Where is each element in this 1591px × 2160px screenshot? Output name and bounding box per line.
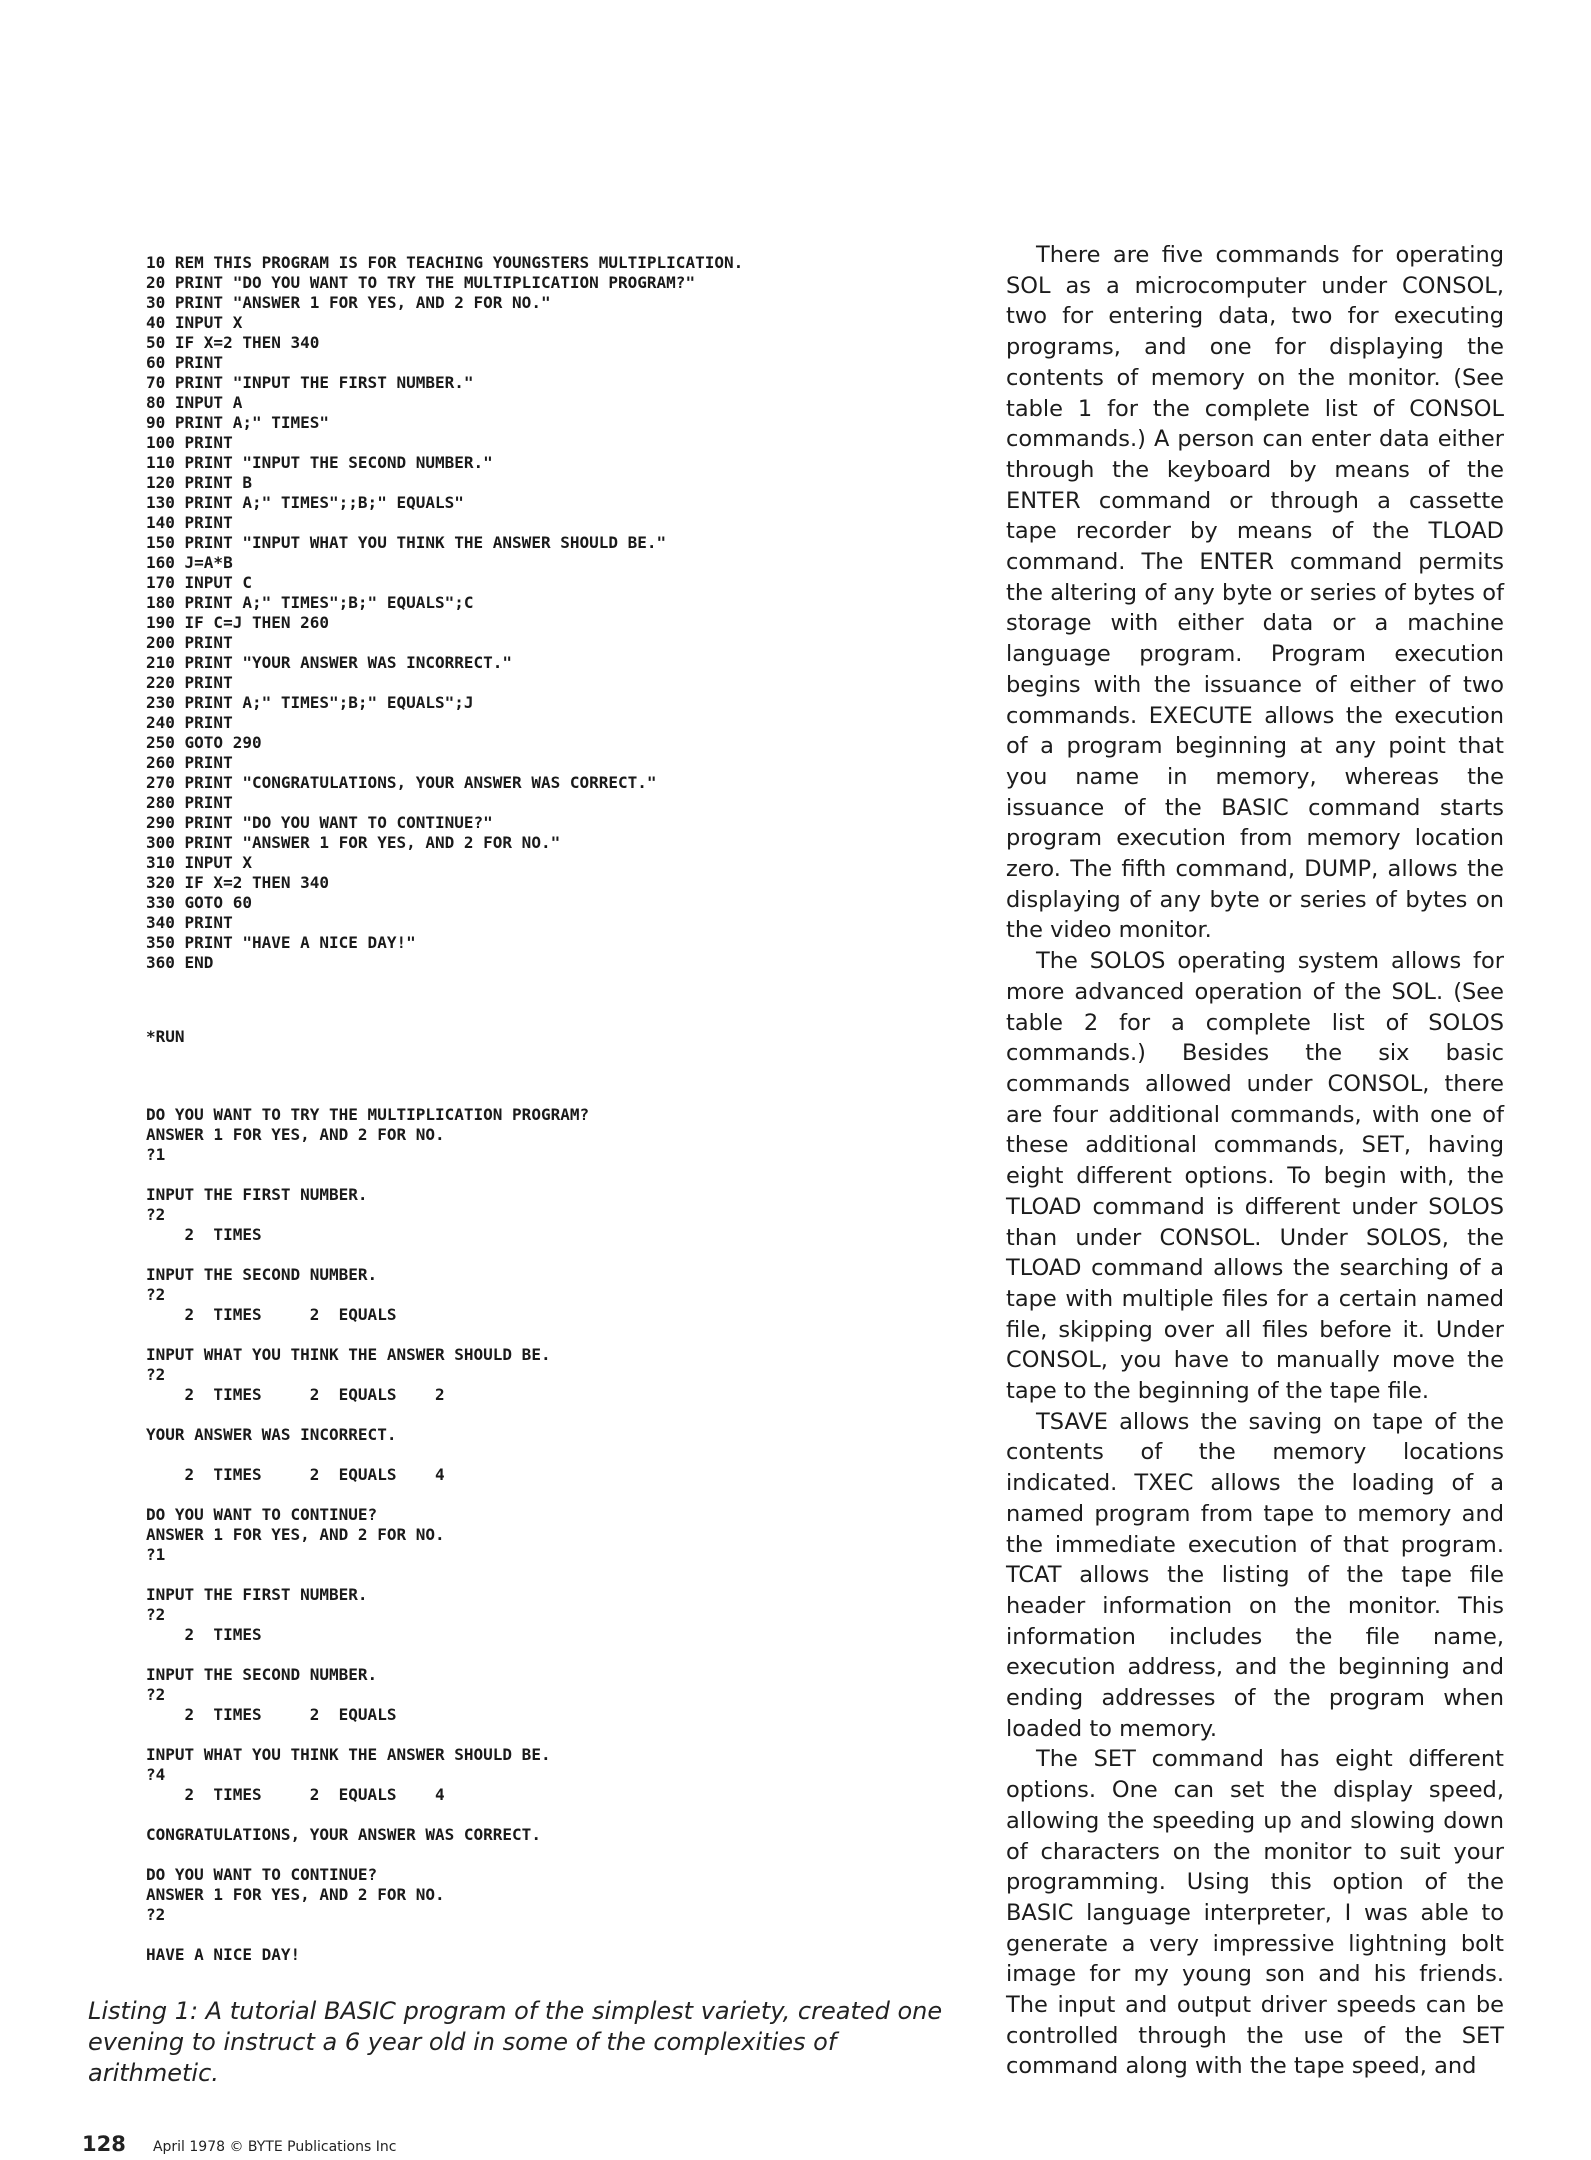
program-listing [146, 253, 966, 1965]
page-number: 128 [82, 2132, 126, 2156]
output-line: INPUT THE SECOND NUMBER. [146, 1265, 378, 1284]
output-line: INPUT WHAT YOU THINK THE ANSWER SHOULD BE. [146, 1745, 551, 1764]
output-line: ANSWER 1 FOR YES, AND 2 FOR NO. [146, 1885, 445, 1904]
code-line: 350 PRINT "HAVE A NICE DAY!" [146, 933, 416, 952]
output-line: 2 TIMES [146, 1225, 262, 1244]
output-line: ?2 [146, 1285, 166, 1304]
output-line [146, 1405, 966, 1425]
code-line: 230 PRINT A;" TIMES";B;" EQUALS";J [146, 693, 474, 712]
output-line: HAVE A NICE DAY! [146, 1945, 301, 1964]
output-line: INPUT THE FIRST NUMBER. [146, 1585, 368, 1604]
output-line: ?2 [146, 1905, 166, 1924]
article-paragraph: TSAVE allows the saving on tape of the contents of the memory locations indicated. TXEC allows the loading of a named program from tape to memory and the immediate execution of that program. TCAT allows the listing of the tape file header information on the monitor. This information includes the file name, execution address, and the beginning and ending addresses of the program when loaded to memory. [1006, 1408, 1504, 1742]
code-line: 140 PRINT [146, 513, 233, 532]
code-line: 50 IF X=2 THEN 340 [146, 333, 320, 352]
output-line: ?1 [146, 1545, 166, 1564]
output-line: DO YOU WANT TO CONTINUE? [146, 1865, 378, 1884]
code-line: 300 PRINT "ANSWER 1 FOR YES, AND 2 FOR NO." [146, 833, 561, 852]
code-line: 30 PRINT "ANSWER 1 FOR YES, AND 2 FOR NO." [146, 293, 551, 312]
output-line: DO YOU WANT TO CONTINUE? [146, 1505, 378, 1524]
output-line: ?2 [146, 1205, 166, 1224]
output-line [146, 1845, 966, 1865]
output-line: 2 TIMES 2 EQUALS [146, 1705, 397, 1724]
code-line: 330 GOTO 60 [146, 893, 252, 912]
code-line: 60 PRINT [146, 353, 224, 372]
output-line [146, 1925, 966, 1945]
page-footer [82, 2132, 396, 2156]
output-line [146, 1565, 966, 1585]
output-line: 2 TIMES 2 EQUALS 2 [146, 1385, 445, 1404]
code-line: 310 INPUT X [146, 853, 252, 872]
output-line: INPUT WHAT YOU THINK THE ANSWER SHOULD BE. [146, 1345, 551, 1364]
code-line: 120 PRINT B [146, 473, 252, 492]
output-line [146, 1165, 966, 1185]
output-line: ?2 [146, 1605, 166, 1624]
code-line: 130 PRINT A;" TIMES";;B;" EQUALS" [146, 493, 464, 512]
article-paragraph: There are five commands for operating SOL as a microcomputer under CONSOL, two for entering data, two for executing programs, and one for displaying the contents of memory on the monitor. (See table 1 for the complete list of CONSOL commands.) A person can enter data either through the keyboard by means of the ENTER command or through a cassette tape recorder by means of the TLOAD command. The ENTER command permits the altering of any byte or series of bytes of storage with either data or a machine language program. Program execution begins with the issuance of either of two commands. EXECUTE allows the execution of a program beginning at any point that you name in memory, whereas the issuance of the BASIC command starts program execution from memory location zero. The fifth command, DUMP, allows the displaying of any byte or series of bytes on the video monitor. [1006, 242, 1504, 944]
output-line: INPUT THE FIRST NUMBER. [146, 1185, 368, 1204]
output-line: YOUR ANSWER WAS INCORRECT. [146, 1425, 397, 1444]
output-line: CONGRATULATIONS, YOUR ANSWER WAS CORRECT. [146, 1825, 541, 1844]
article-paragraph: The SET command has eight different options. One can set the display speed, allowing the speeding up and slowing down of characters on the monitor to suit your programming. Using this option of the BASIC language interpreter, I was able to generate a very impressive lightning bolt image for my young son and his friends. The input and output driver speeds can be controlled through the use of the SET command along with the tape speed, and [1006, 1746, 1504, 2080]
output-line: DO YOU WANT TO TRY THE MULTIPLICATION PROGRAM? [146, 1105, 590, 1124]
code-line: 320 IF X=2 THEN 340 [146, 873, 330, 892]
code-line: 360 END [146, 953, 214, 972]
article-paragraph: The SOLOS operating system allows for more advanced operation of the SOL. (See table 2 for a complete list of SOLOS commands.) Besides the six basic commands allowed under CONSOL, there are four additional commands, with one of these additional commands, SET, having eight different options. To begin with, the TLOAD command is different under SOLOS than under CONSOL. Under SOLOS, the TLOAD command allows the searching of a tape with multiple files for a certain named file, skipping over all files before it. Under CONSOL, you have to manually move the tape to the beginning of the tape file. [1006, 948, 1504, 1405]
output-line: 2 TIMES 2 EQUALS 4 [146, 1785, 445, 1804]
output-line: 2 TIMES 2 EQUALS [146, 1305, 397, 1324]
run-output-block [146, 1105, 966, 1965]
code-line: 250 GOTO 290 [146, 733, 262, 752]
output-line: ?2 [146, 1365, 166, 1384]
output-line: ?4 [146, 1765, 166, 1784]
output-line [146, 1445, 966, 1465]
code-line: 100 PRINT [146, 433, 233, 452]
code-line: 20 PRINT "DO YOU WANT TO TRY THE MULTIPLICATION PROGRAM?" [146, 273, 696, 292]
code-line: 70 PRINT "INPUT THE FIRST NUMBER." [146, 373, 474, 392]
output-line [146, 1245, 966, 1265]
code-line: 150 PRINT "INPUT WHAT YOU THINK THE ANSWER SHOULD BE." [146, 533, 667, 552]
article-column [1006, 240, 1504, 2082]
output-line [146, 1805, 966, 1825]
code-line: 210 PRINT "YOUR ANSWER WAS INCORRECT." [146, 653, 513, 672]
code-line: 340 PRINT [146, 913, 233, 932]
output-line: INPUT THE SECOND NUMBER. [146, 1665, 378, 1684]
listing-caption: Listing 1: A tutorial BASIC program of the simplest variety, created one evening to instruct a 6 year old in some of the complexities of arithmetic. [88, 1997, 943, 2087]
output-line [146, 1485, 966, 1505]
output-line [146, 1725, 966, 1745]
code-line: 180 PRINT A;" TIMES";B;" EQUALS";C [146, 593, 474, 612]
code-line: 10 REM THIS PROGRAM IS FOR TEACHING YOUNGSTERS MULTIPLICATION. [146, 253, 744, 272]
code-block [146, 253, 966, 973]
output-line: ANSWER 1 FOR YES, AND 2 FOR NO. [146, 1525, 445, 1544]
code-line: 40 INPUT X [146, 313, 243, 332]
output-line [146, 1645, 966, 1665]
code-line: 170 INPUT C [146, 573, 252, 592]
code-line: 240 PRINT [146, 713, 233, 732]
code-line: 160 J=A*B [146, 553, 233, 572]
output-line: ?2 [146, 1685, 166, 1704]
code-line: 220 PRINT [146, 673, 233, 692]
code-line: 90 PRINT A;" TIMES" [146, 413, 330, 432]
code-line: 110 PRINT "INPUT THE SECOND NUMBER." [146, 453, 493, 472]
code-line: 200 PRINT [146, 633, 233, 652]
output-line: 2 TIMES 2 EQUALS 4 [146, 1465, 445, 1484]
code-line: 260 PRINT [146, 753, 233, 772]
output-line: ANSWER 1 FOR YES, AND 2 FOR NO. [146, 1125, 445, 1144]
code-line: 80 INPUT A [146, 393, 243, 412]
code-line: 280 PRINT [146, 793, 233, 812]
run-command: *RUN [146, 1027, 185, 1046]
output-line: ?1 [146, 1145, 166, 1164]
output-line [146, 1325, 966, 1345]
code-line: 190 IF C=J THEN 260 [146, 613, 330, 632]
output-line: 2 TIMES [146, 1625, 262, 1644]
footer-credit: April 1978 © BYTE Publications Inc [152, 2139, 397, 2155]
code-line: 290 PRINT "DO YOU WANT TO CONTINUE?" [146, 813, 493, 832]
code-line: 270 PRINT "CONGRATULATIONS, YOUR ANSWER WAS CORRECT." [146, 773, 657, 792]
